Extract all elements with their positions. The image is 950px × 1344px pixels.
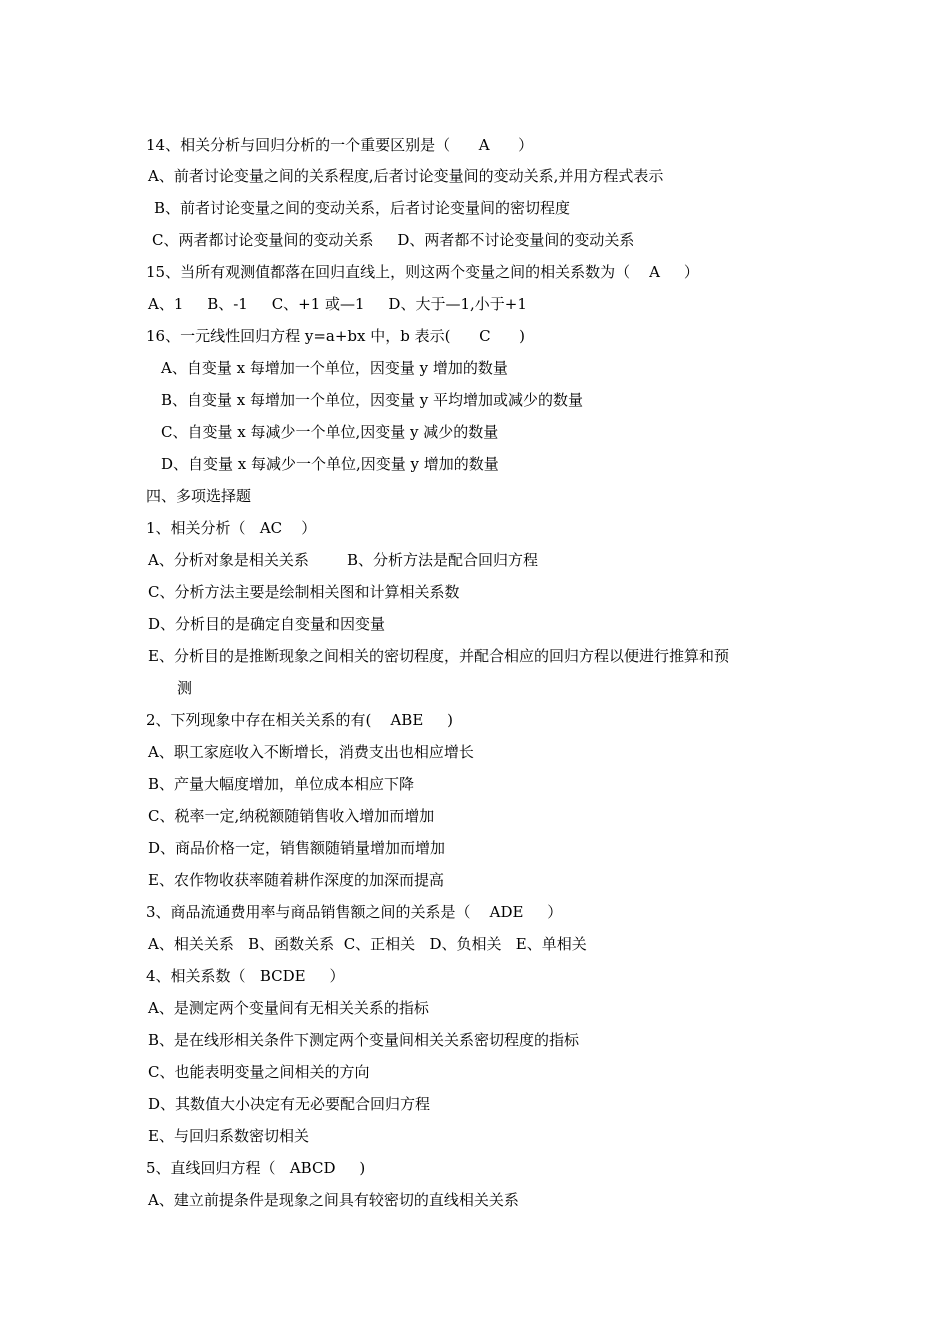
mq4-option-a: A、是测定两个变量间有无相关关系的指标 bbox=[148, 999, 429, 1017]
mq1-option-a-b: A、分析对象是相关关系 B、分析方法是配合回归方程 bbox=[148, 551, 539, 569]
mq4-option-e: E、与回归系数密切相关 bbox=[148, 1127, 309, 1145]
mq1-option-d: D、分析目的是确定自变量和因变量 bbox=[148, 615, 386, 633]
mq2-option-a: A、职工家庭收入不断增长，消费支出也相应增长 bbox=[148, 743, 474, 761]
q16-option-a: A、自变量 x 每增加一个单位，因变量 y 增加的数量 bbox=[161, 359, 508, 377]
q15-options: A、1 B、-1 C、+1 或—1 D、大于—1,小于+1 bbox=[148, 295, 527, 313]
q14-option-c-d: C、两者都讨论变量间的变动关系 D、两者都不讨论变量间的变动关系 bbox=[152, 231, 635, 249]
q16-option-d: D、自变量 x 每减少一个单位,因变量 y 增加的数量 bbox=[161, 455, 499, 473]
mq2-option-d: D、商品价格一定，销售额随销量增加而增加 bbox=[148, 839, 446, 857]
mq2-option-b: B、产量大幅度增加，单位成本相应下降 bbox=[148, 775, 415, 793]
q14-option-b: B、前者讨论变量之间的变动关系，后者讨论变量间的密切程度 bbox=[154, 199, 571, 217]
mq-2: 2、下列现象中存在相关关系的有( ABE ) bbox=[146, 711, 453, 729]
question-16: 16、一元线性回归方程 y=a+bx 中，b 表示( C ) bbox=[146, 327, 526, 345]
question-14: 14、相关分析与回归分析的一个重要区别是（ A ） bbox=[146, 136, 534, 154]
q16-option-c: C、自变量 x 每减少一个单位,因变量 y 减少的数量 bbox=[161, 423, 499, 441]
mq4-option-d: D、其数值大小决定有无必要配合回归方程 bbox=[148, 1095, 431, 1113]
mq2-option-c: C、税率一定,纳税额随销售收入增加而增加 bbox=[148, 807, 435, 825]
question-15: 15、当所有观测值都落在回归直线上，则这两个变量之间的相关系数为（ A ） bbox=[146, 263, 699, 281]
q16-option-b: B、自变量 x 每增加一个单位，因变量 y 平均增加或减少的数量 bbox=[161, 391, 584, 409]
mq1-option-e: E、分析目的是推断现象之间相关的密切程度，并配合相应的回归方程以便进行推算和预 bbox=[148, 647, 729, 665]
mq1-option-e-cont: 测 bbox=[177, 679, 193, 697]
mq5-option-a: A、建立前提条件是现象之间具有较密切的直线相关关系 bbox=[148, 1191, 519, 1209]
mq1-option-c: C、分析方法主要是绘制相关图和计算相关系数 bbox=[148, 583, 460, 601]
mq2-option-e: E、农作物收获率随着耕作深度的加深而提高 bbox=[148, 871, 444, 889]
section-heading: 四、多项选择题 bbox=[146, 487, 252, 505]
mq-5: 5、直线回归方程（ ABCD ) bbox=[146, 1159, 366, 1177]
q14-option-a: A、前者讨论变量之间的关系程度,后者讨论变量间的变动关系,并用方程式表示 bbox=[148, 167, 664, 185]
mq3-options: A、相关关系 B、函数关系 C、正相关 D、负相关 E、单相关 bbox=[148, 935, 587, 953]
mq-4: 4、相关系数（ BCDE ） bbox=[146, 967, 345, 985]
mq4-option-b: B、是在线形相关条件下测定两个变量间相关关系密切程度的指标 bbox=[148, 1031, 580, 1049]
mq-1: 1、相关分析（ AC ） bbox=[146, 519, 317, 537]
mq4-option-c: C、也能表明变量之间相关的方向 bbox=[148, 1063, 370, 1081]
mq-3: 3、商品流通费用率与商品销售额之间的关系是（ ADE ） bbox=[146, 903, 563, 921]
